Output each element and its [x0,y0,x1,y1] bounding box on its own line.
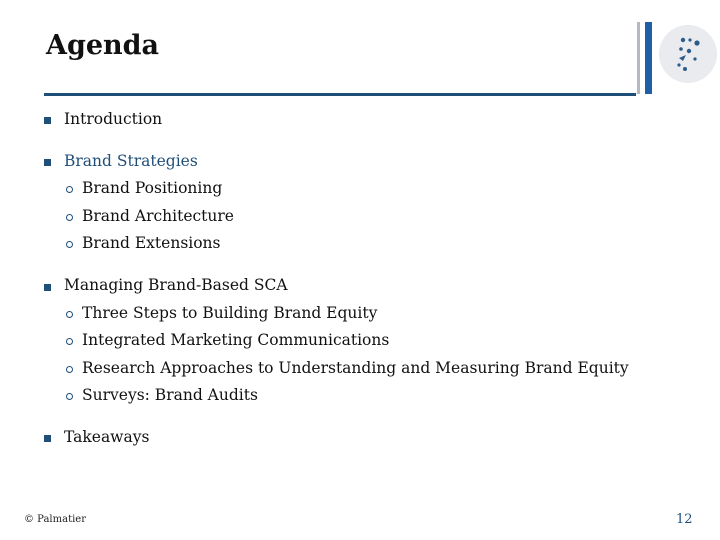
agenda-subitem: Surveys: Brand Audits [82,386,258,404]
agenda-subitem: Integrated Marketing Communications [82,331,390,349]
bullet-square [44,284,51,291]
bullet-square [44,117,51,124]
bullet-circle [66,311,73,318]
bullet-circle [66,338,73,345]
bullet-circle [66,393,73,400]
agenda-subitem: Three Steps to Building Brand Equity [82,304,378,322]
agenda-subitem: Research Approaches to Understanding and Measuring Brand Equity [82,359,629,377]
agenda-subitem: Brand Architecture [82,207,234,225]
agenda-subitem: Brand Extensions [82,234,221,252]
bullet-square [44,159,51,166]
agenda-item-takeaways: Takeaways [64,428,150,446]
agenda-item-brand-strategies: Brand Strategies [64,152,198,170]
bullet-circle [66,241,73,248]
slide-title: Agenda [46,30,160,61]
bullet-circle [66,186,73,193]
bullet-square [44,435,51,442]
footer-copyright: © Palmatier [24,514,86,525]
page-number: 12 [676,512,693,527]
bullet-circle [66,214,73,221]
agenda-subitem: Brand Positioning [82,179,223,197]
agenda-item-managing-brand-sca: Managing Brand-Based SCA [64,276,288,294]
agenda-item-introduction: Introduction [64,110,163,128]
bullet-circle [66,366,73,373]
